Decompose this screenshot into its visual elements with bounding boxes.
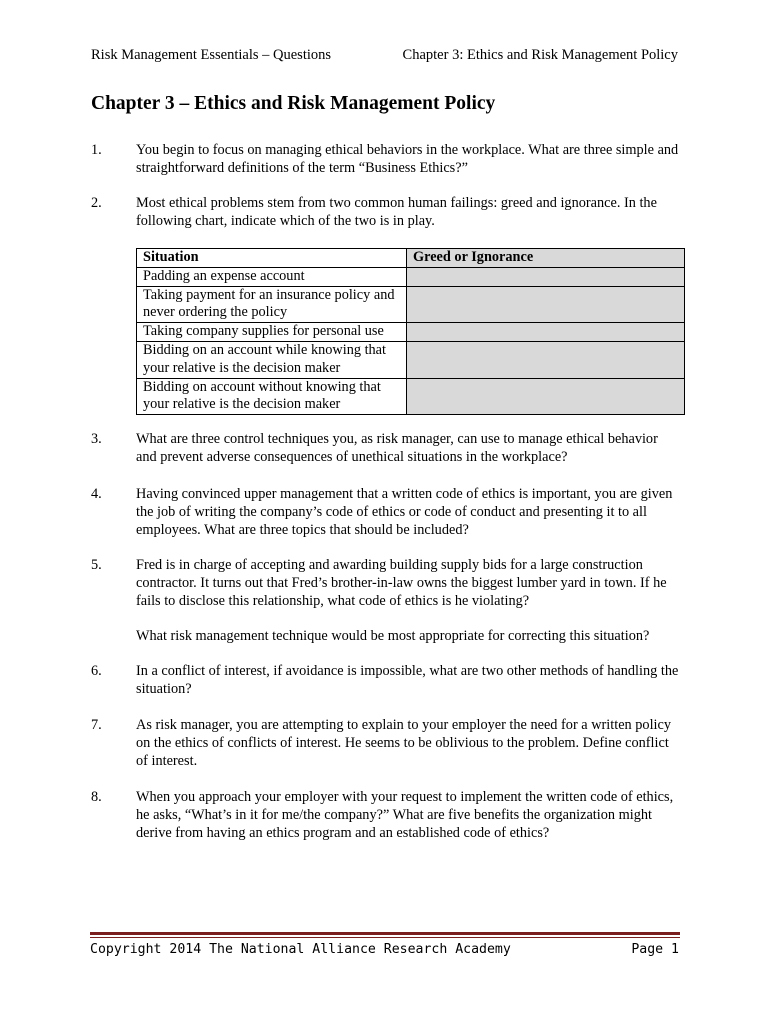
question-text: Having convinced upper management that a written code of ethics is important, you are given the job of writing the company’s code of ethics or code of conduct and presenting it to all employees. What are three topics that should be included? xyxy=(136,486,673,538)
table-row xyxy=(137,323,685,342)
question-5 xyxy=(91,557,681,646)
situation-cell: Taking company supplies for personal use xyxy=(137,323,407,342)
question-text: As risk manager, you are attempting to explain to your employer the need for a written policy on the ethics of conflicts of interest. He seems to be oblivious to the problem. Define conflict of interest. xyxy=(136,717,672,769)
chart-header-row xyxy=(137,249,685,268)
question-number: 1. xyxy=(91,142,102,158)
answer-cell[interactable] xyxy=(407,323,685,342)
page-footer xyxy=(90,942,679,960)
question-number: 4. xyxy=(91,486,102,502)
question-6 xyxy=(91,663,681,699)
question-number: 2. xyxy=(91,195,102,211)
footer-divider-thick xyxy=(90,932,680,935)
copyright-text: Copyright 2014 The National Alliance Research Academy xyxy=(90,942,511,957)
column-header-greed-or-ignorance: Greed or Ignorance xyxy=(407,249,685,268)
column-header-situation: Situation xyxy=(137,249,407,268)
question-4 xyxy=(91,486,681,539)
question-7 xyxy=(91,717,681,770)
table-row xyxy=(137,286,685,323)
question-text: Fred is in charge of accepting and awarding building supply bids for a large construction contractor. It turns out that Fred’s brother-in-law owns the biggest lumber yard in town. If he fails to disclose this relationship, what code of ethics is he violating? xyxy=(136,557,667,609)
page-number: Page 1 xyxy=(631,942,679,957)
greed-ignorance-chart xyxy=(136,248,685,415)
answer-cell[interactable] xyxy=(407,341,685,378)
question-1 xyxy=(91,142,681,178)
table-row xyxy=(137,267,685,286)
situation-cell: Padding an expense account xyxy=(137,267,407,286)
question-number: 8. xyxy=(91,789,102,805)
question-text: When you approach your employer with your request to implement the written code of ethics, he asks, “What’s in it for me/the company?” What are five benefits the organization might derive from having an ethics program and an established code of ethics? xyxy=(136,789,674,841)
question-2 xyxy=(91,195,681,231)
question-number: 5. xyxy=(91,557,102,573)
answer-cell[interactable] xyxy=(407,267,685,286)
header-right: Chapter 3: Ethics and Risk Management Policy xyxy=(402,47,678,63)
question-text: In a conflict of interest, if avoidance is impossible, what are two other methods of handling the situation? xyxy=(136,663,679,697)
question-text: What risk management technique would be most appropriate for correcting this situation? xyxy=(136,628,650,645)
question-text: You begin to focus on managing ethical behaviors in the workplace. What are three simple and straightforward definitions of the term “Business Ethics?” xyxy=(136,142,679,176)
table-row xyxy=(137,378,685,415)
question-8 xyxy=(91,789,681,842)
question-3 xyxy=(91,431,681,467)
situation-cell: Bidding on an account while knowing that your relative is the decision maker xyxy=(137,341,407,378)
situation-cell: Bidding on account without knowing that your relative is the decision maker xyxy=(137,378,407,415)
question-text: What are three control techniques you, as risk manager, can use to manage ethical behavior and prevent adverse consequences of unethical situations in the workplace? xyxy=(136,431,658,465)
table-row xyxy=(137,341,685,378)
page-header xyxy=(91,47,678,65)
footer-divider-thin xyxy=(90,937,680,938)
question-number: 6. xyxy=(91,663,102,679)
answer-cell[interactable] xyxy=(407,286,685,323)
question-text: Most ethical problems stem from two common human failings: greed and ignorance. In the following chart, indicate which of the two is in play. xyxy=(136,195,657,229)
question-number: 7. xyxy=(91,717,102,733)
page-title: Chapter 3 – Ethics and Risk Management Policy xyxy=(91,93,496,114)
answer-cell[interactable] xyxy=(407,378,685,415)
situation-cell: Taking payment for an insurance policy and never ordering the policy xyxy=(137,286,407,323)
header-left: Risk Management Essentials – Questions xyxy=(91,47,332,63)
question-number: 3. xyxy=(91,431,102,447)
